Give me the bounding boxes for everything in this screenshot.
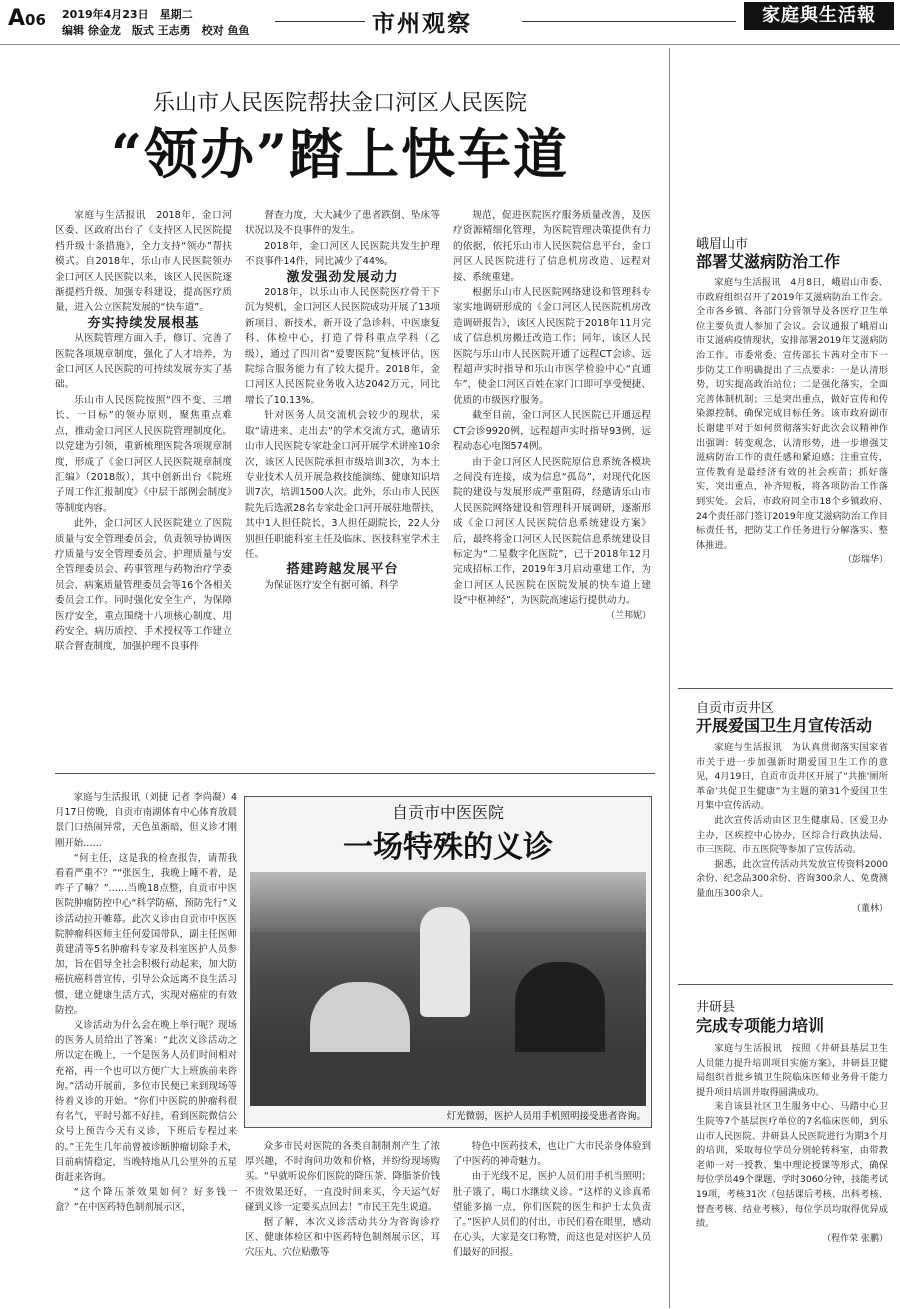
sidebar-title: 部署艾滋病防治工作 — [696, 252, 841, 271]
article-paragraph: 为保证医疗安全有据可循、科学 — [264, 579, 399, 591]
feature-paragraph: “何主任，这是我的检查报告，请帮我看看严重不？”“张医生，我晚上睡不着，是咋子了嘛？”……当晚18点整，自贡市中医医院肿瘤防控中心“科学防癌，预防先行”义诊活动拉开帷幕。此次义诊由自贡市中医医院肿瘤科医师主任何爱国带队，副主任医师黄建清等5名肿瘤科专家及科室医护人员参加，旨在倡导全社会积极行动起来，加大防癌抗癌科普宣传，引导公众远离不良生活习惯，建立健康生活方式，实现对癌症的有效防控。 — [55, 852, 237, 1016]
sidebar-paragraph: 来自该县社区卫生服务中心、马踏中心卫生院等7个基层医疗单位的7名临床医师，到乐山市人民医院、井研县人民医院进行为期3个月的培训，采取每位学员分别轮转科室，由带教老师一对一授教、集中理论授课等形式，确保每位学员49个课题、学时3060分钟，技能考试19项，考核31次（包括课后考核、出科考核、督查考核、结业考核），每位学员均取得优异成绩。 — [696, 1101, 888, 1230]
page-letter: A — [8, 6, 26, 31]
sidebar-paragraph: 此次宣传活动由区卫生健康局、区爱卫办主办，区疾控中心协办，区综合行政执法局、市三医院、市五医院等参加了宣传活动。 — [696, 814, 888, 856]
feature-paragraph: 家庭与生活报讯（刘捷 记者 李尚凝）4月17日傍晚，自贡市南湖体育中心体育放晨景门口热闹异常，天色虽渐暗，但义诊才刚刚开始…… — [55, 792, 237, 849]
feature-paragraph: 义诊活动为什么会在晚上举行呢？现场的医务人员给出了答案：“此次义诊活动之所以定在晚上，一个是医务人员们时间相对充裕，再一个也可以方便广大上班族前来咨询。”活动开展前，多位市民便已来到现场等待着义诊的开始。“你们中医院的肿瘤科很有名气，平时号都不好挂，看到医院微信公众号上预告今天有义诊，下班后专程过来的。”王先生几年前曾被诊断肿瘤切除手术，目前病情稳定，当晚特地从几公里外的五星街赶来咨询。 — [55, 1020, 237, 1184]
article-headline: “领办”踏上快车道 — [110, 122, 570, 186]
feature-paragraph: 据了解，本次义诊活动共分为咨询诊疗区、健康体检区和中医药特色制剂展示区，耳穴压丸、穴位贴敷等 — [245, 1217, 440, 1259]
article-paragraph: 2018年，金口河区人民医院共发生护理不良事件14件，同比减少了44%。 — [245, 240, 440, 268]
sidebar-divider-2 — [678, 984, 893, 985]
sidebar-divider-1 — [678, 688, 893, 689]
page-number-digits: 06 — [25, 11, 46, 29]
article-paragraph: 根据乐山市人民医院网络建设和管理科专家实地调研形成的《金口河区人民医院机房改造调研报告》，该区人民医院于2018年11月完成了信息机房搬迁改造工作；同年，该区人民医院与乐山市人民医院开通了远程CT会诊、远程超声实时指导和乐山市医学检验中心“直通车”，使金口河区百姓在家门口即可享受便捷、优质的市级医疗服务。 — [453, 287, 651, 406]
article-divider — [55, 773, 655, 774]
sidebar-title: 开展爱国卫生月宣传活动 — [696, 716, 873, 735]
sidebar-kicker: 自贡市贡井区 — [696, 701, 775, 716]
sidebar-kicker: 井研县 — [696, 1000, 736, 1015]
photo-figure — [420, 907, 470, 1017]
sidebar-paragraph: 据悉，此次宣传活动共发放宣传资料2000余份、纪念品300余份、咨询300余人、免费测量血压300余人。 — [696, 858, 888, 899]
section-title: 市州观察 — [372, 10, 472, 37]
header-divider — [0, 44, 900, 45]
article-column-3 — [453, 208, 651, 624]
feature-bottom-column-2 — [453, 1139, 651, 1261]
article-paragraph: 规范，促进医院医疗服务质量改善，及医疗资源精细化管理，为医院管理决策提供有力的依据，依托乐山市人民医院信息平台，金口河区人民医院进行了信息机房改造、远程对接、系统重建。 — [453, 210, 651, 283]
editor-credits: 编辑 徐金龙 版式 王志勇 校对 鱼鱼 — [62, 24, 250, 37]
feature-bottom-column-1 — [245, 1139, 440, 1261]
article-subhead: 激发强劲发展动力 — [286, 269, 399, 285]
feature-paragraph: 由于光线不足，医护人员们用手机当照明；肚子饿了，喝口水继续义诊。“这样的义诊真希望能多搞一点，你们医院的医生和护士太负责了。”医护人员们的付出，市民们看在眼里，感动在心头，大家是交口称赞，而这也是对医护人员们最好的回报。 — [453, 1171, 651, 1259]
sidebar-paragraph: 家庭与生活报讯 为认真贯彻落实国家省市关于进一步加强新时期爱国卫生工作的意见，4月19日，自贡市贡井区开展了“共推‘厕所革命’共促卫生健康”为主题的第31个爱国卫生月集中宣传活动。 — [696, 742, 888, 812]
article-subhead: 夯实持续发展根基 — [87, 315, 200, 331]
article-paragraph: 督查力度，大大减少了患者跌倒、坠床等状况以及不良事件的发生。 — [245, 210, 440, 237]
article-paragraph: 由于金口河区人民医院原信息系统各模块之间没有连接，成为信息“孤岛”，对现代化医院的建设与发展形成严重阻碍，经邀请乐山市人民医院网络建设和管理科开展调研，逐渐形成《金口河区人民医院信息系统建设方案》后，最终将金口河区人民医院信息系统建设目标定为“二星数字化医院”，已于2018年12月完成招标工作，2019年3月启动重建工作，为金口河区人民医院在医院发展的快车道上建设“中枢神经”，为医院高速运行提供动力。 — [453, 456, 651, 607]
photo-caption: 灯光微弱，医护人员用手机照明接受患者咨询。 — [446, 1111, 646, 1122]
feature-kicker: 自贡市中医医院 — [391, 803, 504, 822]
photo-table — [250, 1052, 646, 1106]
sidebar-paragraph: 家庭与生活报讯 4月8日，峨眉山市委、市政府组织召开了2019年艾滋病防治工作会。全市各乡镇、各部门分管领导及各医疗卫生单位主要负责人参加了会议。会议通报了峨眉山市艾滋病疫情现状，安排部署2019年艾滋病防治工作。市委常委、宣传部长卞茜对全市下一步防艾工作明确提出了三点要求：一是认清形势，切实提高政治站位；二是强化落实，全面完善体制机制；三是突出重点，做好宣传和传染源控制，确保完成目标任务。该市政府副市长谢建平对于如何贯彻落实好此次会议精神作出强调：转变观念，认清形势，进一步增强艾滋病防治工作的责任感和紧迫感；注重宣传，宣传教育是最经济有效的社会疾苗；抓好落实，突出重点，补齐短板，将各项防治工作落到实处。会后，市政府同全市18个乡镇政府、24个责任部门签订2019年度艾滋病防治工作目标责任书，把防艾工作任务进行分解落实、整体推进。 — [696, 277, 888, 551]
article-byline: （兰邦妮） — [605, 610, 651, 621]
sidebar-byline: （董林） — [851, 903, 888, 914]
issue-date: 2019年4月23日 星期二 — [62, 8, 193, 21]
sidebar-title: 完成专项能力培训 — [696, 1016, 825, 1035]
sidebar-byline: （彭瑞华） — [842, 555, 888, 566]
feature-left-column — [55, 790, 237, 1216]
sidebar-divider — [669, 48, 670, 1308]
article-paragraph: 从医院管理方面入手，修订、完善了医院各项规章制度，强化了人才培养，为金口河区人民医院的可持续发展夯实了基础。 — [55, 333, 232, 391]
article-kicker: 乐山市人民医院帮扶金口河区人民医院 — [152, 91, 527, 116]
event-photo — [250, 872, 646, 1106]
article-paragraph: 乐山市人民医院按照“四不变、三增长、一目标”的领办原则，聚焦重点难点，推动金口河区人民医院管理制度化。以党建为引领，重新梳理医院各项规章制度，形成了《金口河区人民医院规章制度汇编》（2018版），其中创新出台《院班子周工作汇报制度》《中层干部例会制度》等制度内容。 — [55, 394, 232, 514]
article-column-1 — [55, 208, 232, 655]
article-paragraph: 针对医务人员交流机会较少的现状，采取“请进来、走出去”的学术交流方式，邀请乐山市人民医院专家赴金口河开展学术讲座10余次，该区人民医院承担市级培训3次，为本土专业技术人员开展急救技能演练、健康知识培训7次，培训1500人次。此外，乐山市人民医院先后选派28名专家赴金口河开展驻地帮扶，其中1人担任院长，3人担任副院长，22人分别担任职能科室主任及临床、医技科室学术主任。 — [245, 410, 440, 560]
sidebar-story-1 — [696, 276, 888, 568]
article-paragraph: 2018年，以乐山市人民医院医疗骨干下沉为契机，金口河区人民医院成功开展了13项新项目、新技术，新开设了急诊科、中医康复科、体检中心，打造了骨科重点学科（乙级），通过了四川省“爱婴医院”复核评估，医院综合服务能力有了较大提升。2018年，金口河区人民医院业务收入达2042万元，同比增长了10.13%。 — [245, 287, 440, 406]
article-paragraph: 截至目前，金口河区人民医院已开通远程CT会诊9920例，远程超声实时指导93例，远程动态心电图574例。 — [453, 410, 651, 453]
article-subhead: 搭建跨越发展平台 — [286, 562, 399, 578]
feature-headline: 一场特殊的义诊 — [343, 830, 553, 865]
feature-paragraph: 特色中医药技术，也让广大市民亲身体验到了中医药的神奇魅力。 — [453, 1141, 651, 1168]
sidebar-byline: （程作荣 张鹏） — [822, 1233, 888, 1244]
article-column-2 — [245, 208, 440, 593]
feature-paragraph: “这个降压茶效果如何？好多钱一盒？”在中医药特色制剂展示区， — [55, 1187, 237, 1214]
newspaper-logo: 家庭與生活報 — [744, 2, 894, 30]
article-paragraph: 此外，金口河区人民医院建立了医院质量与安全管理委员会，负责领导协调医疗质量与安全管理委员会、护理质量与安全管理委员会、药事管理与药物治疗学委员会、病案质量管理委员会等16个各相关委员会工作。同时强化安全生产，为保障医疗安全，重点围绕十八项核心制度、用药安全、病历质控、手术授权等工作建立联合督查制度，加强护理不良事件 — [55, 518, 232, 653]
sidebar-story-2 — [696, 741, 888, 916]
feature-paragraph: 众多市民对医院的各类自制制剂产生了浓厚兴趣，不时询问功效和价格，并纷纷现场购买。“早就听说你们医院的降压茶、降脂茶价钱不贵效果还好，一直没时间来买，今天运气好碰到义诊一定要买点回去！”市民王先生说道。 — [245, 1141, 440, 1213]
header-rule-left — [275, 21, 365, 22]
sidebar-paragraph: 家庭与生活报讯 按照《井研县基层卫生人员能力提升培训项目实施方案》，井研县卫健局组织首批乡镇卫生院临床医师业务骨干能力提升项目培训并取得圆满成功。 — [696, 1043, 888, 1098]
page-number — [8, 6, 46, 31]
article-paragraph: 家庭与生活报讯 2018年，金口河区委、区政府出台了《支持区人民医院提档升级十条措施》，全力支持“领办”帮扶模式。自2018年，乐山市人民医院领办金口河区人民医院以来，该区人民医院逐渐提档升级、加强专科建设，提高医疗质量，进入公立医院发展的“快车道”。 — [55, 210, 232, 314]
sidebar-story-3 — [696, 1042, 888, 1246]
header-rule-right — [522, 21, 736, 22]
sidebar-kicker: 峨眉山市 — [696, 237, 749, 252]
